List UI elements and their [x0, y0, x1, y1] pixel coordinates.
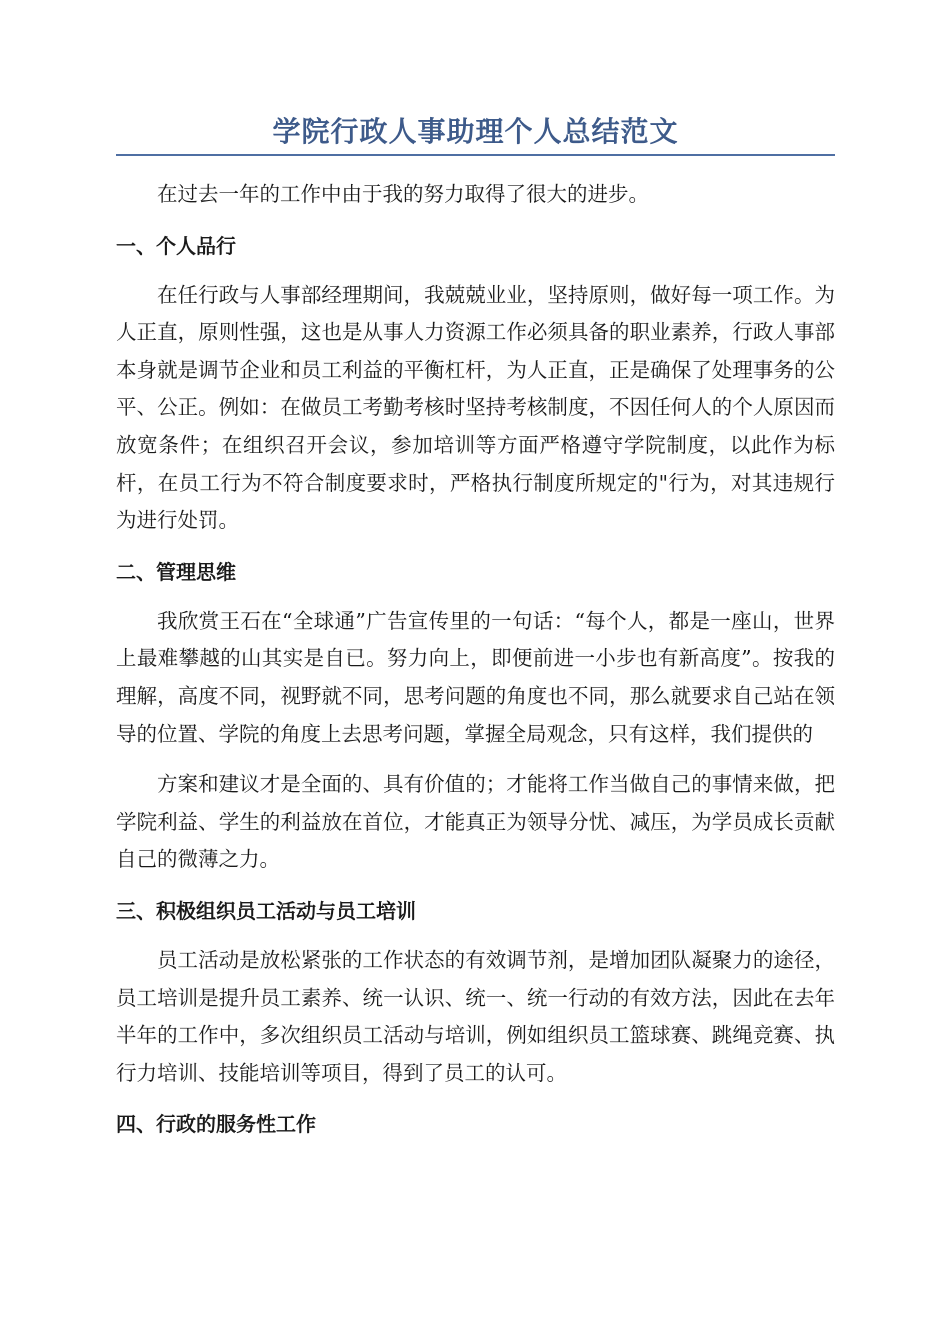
document-title: 学院行政人事助理个人总结范文 — [116, 112, 835, 156]
document-page — [116, 112, 835, 1139]
section-heading-admin-service-work: 四、行政的服务性工作 — [116, 1112, 316, 1137]
intro-paragraph: 在过去一年的工作中由于我的努力取得了很大的进步。 — [157, 182, 649, 206]
section-paragraph: 我欣赏王石在“全球通”广告宣传里的一句话：“每个人，都是一座山，世界上最难攀越的山其实是自已。努力向上，即便前进一小步也有新高度”。按我的理解，高度不同，视野就不同，思考问题的角度也不同，那么就要求自己站在领导的位置、学院的角度上去思考问题，掌握全局观念，只有这样，我们提供的 — [116, 608, 835, 746]
section-heading-management-thinking: 二、管理思维 — [116, 559, 236, 584]
section-paragraph: 方案和建议才是全面的、具有价值的；才能将工作当做自己的事情来做，把学院利益、学生的利益放在首位，才能真正为领导分忧、减压，为学员成长贡献自己的微薄之力。 — [116, 772, 835, 872]
section-paragraph: 在任行政与人事部经理期间，我兢兢业业，坚持原则，做好每一项工作。为人正直，原则性强，这也是从事人力资源工作必须具备的职业素养，行政人事部本身就是调节企业和员工利益的平衡杠杆，为人正直，正是确保了处理事务的公平、公正。例如：在做员工考勤考核时坚持考核制度，不因任何人的个人原因而放宽条件；在组织召开会议，参加培训等方面严格遵守学院制度，以此作为标杆，在员工行为不符合制度要求时，严格执行制度所规定的"行为，对其违规行为进行处罚。 — [116, 282, 835, 533]
section-heading-staff-activities-training: 三、积极组织员工活动与员工培训 — [116, 898, 416, 923]
section-heading-personal-conduct: 一、个人品行 — [116, 233, 236, 258]
section-paragraph: 员工活动是放松紧张的工作状态的有效调节剂，是增加团队凝聚力的途径，员工培训是提升员工素养、统一认识、统一、统一行动的有效方法，因此在去年半年的工作中，多次组织员工活动与培训，例如组织员工篮球赛、跳绳竞赛、执行力培训、技能培训等项目，得到了员工的认可。 — [116, 947, 835, 1085]
